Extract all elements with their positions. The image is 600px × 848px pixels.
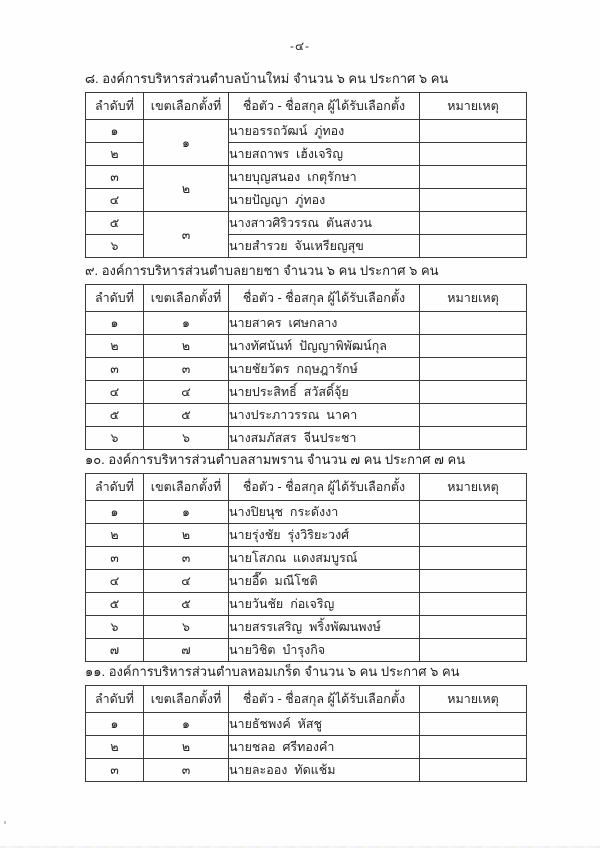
table-header-row [86, 686, 527, 713]
order-cell: ๑ [86, 501, 144, 524]
table-row [86, 524, 527, 547]
order-cell: ๒ [86, 335, 144, 358]
name-cell: นางปิยนุช กระดังงา [229, 501, 420, 524]
district-cell: ๑ [144, 120, 229, 166]
remark-cell [420, 381, 527, 404]
results-table [85, 284, 527, 450]
header-district: เขตเลือกตั้งที่ [144, 285, 229, 312]
district-cell: ๔ [144, 381, 229, 404]
district-cell: ๓ [144, 759, 229, 782]
header-district: เขตเลือกตั้งที่ [144, 686, 229, 713]
header-remark: หมายเหตุ [420, 474, 527, 501]
order-cell: ๒ [86, 736, 144, 759]
district-cell: ๑ [144, 312, 229, 335]
district-cell: ๑ [144, 713, 229, 736]
remark-cell [420, 427, 527, 450]
results-table [85, 92, 527, 258]
district-cell: ๒ [144, 166, 229, 212]
name-cell: นายวิชิต บำรุงกิจ [229, 639, 420, 662]
remark-cell [420, 570, 527, 593]
table-row [86, 547, 527, 570]
name-cell: นายวันชัย ก่อเจริญ [229, 593, 420, 616]
header-order: ลำดับที่ [86, 686, 144, 713]
order-cell: ๓ [86, 358, 144, 381]
remark-cell [420, 358, 527, 381]
header-order: ลำดับที่ [86, 285, 144, 312]
district-cell: ๗ [144, 639, 229, 662]
table-row [86, 212, 527, 235]
name-cell: นายอรรถวัฒน์ ภู่ทอง [229, 120, 420, 143]
remark-cell [420, 501, 527, 524]
section-title: ๙. องค์การบริหารส่วนตำบลยายชา จำนวน ๖ คน ประกาศ ๖ คน [85, 263, 439, 278]
table-row [86, 166, 527, 189]
order-cell: ๔ [86, 189, 144, 212]
order-cell: ๑ [86, 312, 144, 335]
order-cell: ๒ [86, 143, 144, 166]
table-row [86, 570, 527, 593]
table-row [86, 713, 527, 736]
name-cell: นายธัชพงค์ หัสชู [229, 713, 420, 736]
order-cell: ๗ [86, 639, 144, 662]
header-name: ชื่อตัว - ชื่อสกุล ผู้ได้รับเลือกตั้ง [229, 285, 420, 312]
name-cell: นางทัศนันท์ ปัญญาพิพัฒน์กุล [229, 335, 420, 358]
district-cell: ๓ [144, 547, 229, 570]
name-cell: นายสรรเสริญ พริ้งพัฒนพงษ์ [229, 616, 420, 639]
remark-cell [420, 189, 527, 212]
section-title: ๘. องค์การบริหารส่วนตำบลบ้านใหม่ จำนวน ๖ คน ประกาศ ๖ คน [85, 71, 449, 86]
table-header-row [86, 474, 527, 501]
district-cell: ๒ [144, 335, 229, 358]
header-district: เขตเลือกตั้งที่ [144, 93, 229, 120]
table-row [86, 120, 527, 143]
table-row [86, 404, 527, 427]
order-cell: ๓ [86, 166, 144, 189]
district-cell: ๑ [144, 501, 229, 524]
remark-cell [420, 713, 527, 736]
table-header-row [86, 93, 527, 120]
announcement-section [85, 451, 526, 662]
order-cell: ๕ [86, 404, 144, 427]
name-cell: นายสาคร เศษกลาง [229, 312, 420, 335]
name-cell: นายชลอ ศรีทองคำ [229, 736, 420, 759]
header-order: ลำดับที่ [86, 474, 144, 501]
order-cell: ๓ [86, 759, 144, 782]
table-row [86, 616, 527, 639]
table-row [86, 501, 527, 524]
remark-cell [420, 120, 527, 143]
name-cell: นางสาวศิริวรรณ ตันสงวน [229, 212, 420, 235]
page-number: -๔- [289, 39, 311, 53]
table-row [86, 639, 527, 662]
header-name: ชื่อตัว - ชื่อสกุล ผู้ได้รับเลือกตั้ง [229, 474, 420, 501]
section-title: ๑๐. องค์การบริหารส่วนตำบลสามพราน จำนวน ๗ คน ประกาศ ๗ คน [85, 452, 466, 467]
header-order: ลำดับที่ [86, 93, 144, 120]
district-cell: ๕ [144, 404, 229, 427]
name-cell: นายอี๊ด มณีโชติ [229, 570, 420, 593]
order-cell: ๑ [86, 713, 144, 736]
remark-cell [420, 616, 527, 639]
remark-cell [420, 212, 527, 235]
district-cell: ๒ [144, 524, 229, 547]
name-cell: นายละออง ทัดแช้ม [229, 759, 420, 782]
announcement-section [85, 262, 526, 450]
name-cell: นายบุญสนอง เกตุรักษา [229, 166, 420, 189]
results-table [85, 685, 527, 782]
table-row [86, 312, 527, 335]
remark-cell [420, 547, 527, 570]
name-cell: นางสมภัสสร จีนประชา [229, 427, 420, 450]
order-cell: ๑ [86, 120, 144, 143]
header-remark: หมายเหตุ [420, 93, 527, 120]
remark-cell [420, 143, 527, 166]
table-row [86, 593, 527, 616]
remark-cell [420, 404, 527, 427]
order-cell: ๔ [86, 570, 144, 593]
scan-artifact-speck [4, 821, 6, 824]
header-district: เขตเลือกตั้งที่ [144, 474, 229, 501]
district-cell: ๖ [144, 616, 229, 639]
table-row [86, 381, 527, 404]
header-remark: หมายเหตุ [420, 285, 527, 312]
name-cell: นายโสภณ แดงสมบูรณ์ [229, 547, 420, 570]
remark-cell [420, 736, 527, 759]
announcement-section [85, 663, 526, 782]
order-cell: ๕ [86, 212, 144, 235]
name-cell: นางประภาวรรณ นาคา [229, 404, 420, 427]
remark-cell [420, 639, 527, 662]
remark-cell [420, 312, 527, 335]
header-name: ชื่อตัว - ชื่อสกุล ผู้ได้รับเลือกตั้ง [229, 93, 420, 120]
district-cell: ๖ [144, 427, 229, 450]
announcement-section [85, 70, 526, 258]
remark-cell [420, 166, 527, 189]
district-cell: ๒ [144, 736, 229, 759]
table-row [86, 335, 527, 358]
name-cell: นายปัญญา ภู่ทอง [229, 189, 420, 212]
table-row [86, 358, 527, 381]
table-row [86, 736, 527, 759]
order-cell: ๒ [86, 524, 144, 547]
order-cell: ๔ [86, 381, 144, 404]
table-row [86, 759, 527, 782]
table-row [86, 427, 527, 450]
results-table [85, 473, 527, 662]
remark-cell [420, 524, 527, 547]
remark-cell [420, 593, 527, 616]
order-cell: ๕ [86, 593, 144, 616]
table-header-row [86, 285, 527, 312]
order-cell: ๖ [86, 616, 144, 639]
remark-cell [420, 235, 527, 258]
name-cell: นายรุ่งชัย รุ่งวิริยะวงศ์ [229, 524, 420, 547]
name-cell: นายสำรวย จันเหรียญสุข [229, 235, 420, 258]
remark-cell [420, 335, 527, 358]
name-cell: นายชัยวัตร กฤษฎารักษ์ [229, 358, 420, 381]
order-cell: ๖ [86, 235, 144, 258]
name-cell: นายสถาพร เฮ้งเจริญ [229, 143, 420, 166]
district-cell: ๔ [144, 570, 229, 593]
remark-cell [420, 759, 527, 782]
order-cell: ๖ [86, 427, 144, 450]
order-cell: ๓ [86, 547, 144, 570]
section-title: ๑๑. องค์การบริหารส่วนตำบลหอมเกร็ด จำนวน ๖ คน ประกาศ ๖ คน [85, 664, 460, 679]
district-cell: ๓ [144, 358, 229, 381]
district-cell: ๕ [144, 593, 229, 616]
header-remark: หมายเหตุ [420, 686, 527, 713]
district-cell: ๓ [144, 212, 229, 258]
name-cell: นายประสิทธิ์ สวัสดิ์จุ้ย [229, 381, 420, 404]
header-name: ชื่อตัว - ชื่อสกุล ผู้ได้รับเลือกตั้ง [229, 686, 420, 713]
